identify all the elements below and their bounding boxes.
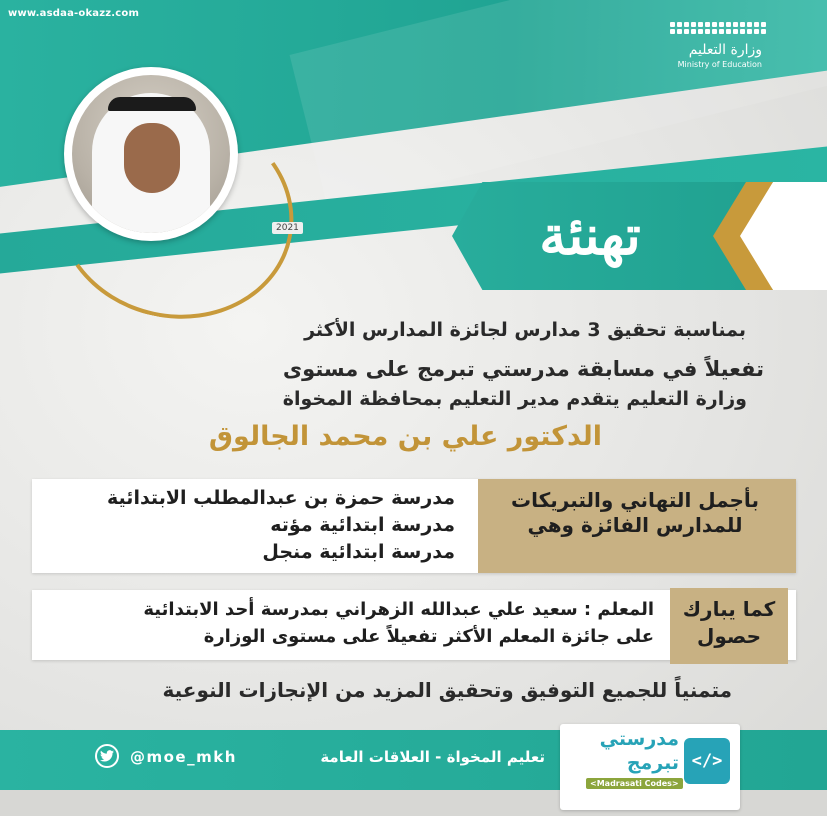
madrasati-logo-en: <Madrasati Codes> <box>586 778 683 789</box>
twitter-handle[interactable]: @moe_mkh <box>130 748 237 766</box>
ministry-name-en: Ministry of Education <box>677 60 762 69</box>
ministry-name-ar: وزارة التعليم <box>688 42 762 58</box>
congrats-title: تهنئة <box>539 203 641 267</box>
schools-tag-text: بأجمل التهاني والتبريكات للمدارس الفائزة وهي <box>511 488 759 537</box>
announcement-line-3: وزارة التعليم يتقدم مدير التعليم بمحافظة المخواة <box>282 388 747 410</box>
school-item: مدرسة حمزة بن عبدالمطلب الابتدائية <box>107 487 455 509</box>
doctor-name: الدكتور علي بن محمد الجالوق <box>208 421 602 452</box>
portrait-year-tag: 2021 <box>272 222 303 234</box>
ministry-logo-dots-icon <box>670 22 778 34</box>
closing-line: متمنياً للجميع التوفيق وتحقيق المزيد من الإنجازات النوعية <box>162 678 732 702</box>
face-shape <box>124 123 180 193</box>
site-url: www.asdaa-okazz.com <box>8 8 140 19</box>
ministry-logo <box>658 22 778 96</box>
teacher-tag-text: كما يبارك حصول <box>682 597 776 648</box>
twitter-icon[interactable] <box>95 744 119 768</box>
footer-department: تعليم المخواة - العلاقات العامة <box>320 748 545 766</box>
portrait-photo <box>72 75 230 233</box>
school-item: مدرسة ابتدائية مؤته <box>270 514 455 536</box>
madrasati-logo-word-2: تبرمج <box>626 752 679 774</box>
madrasati-logo-word-1: مدرستي <box>599 728 679 750</box>
school-item: مدرسة ابتدائية منجل <box>262 541 455 563</box>
teacher-text <box>143 596 654 650</box>
announcement-line-1: بمناسبة تحقيق 3 مدارس لجائزة المدارس الأكثر <box>304 319 746 341</box>
announcement-line-2: تفعيلاً في مسابقة مدرستي تبرمج على مستوى <box>282 357 764 381</box>
code-brackets-icon: </> <box>684 738 730 784</box>
teacher-line-1: المعلم : سعيد علي عبدالله الزهراني بمدرسة أحد الابتدائية <box>143 599 654 620</box>
schools-list <box>107 485 455 566</box>
teacher-line-2: على جائزة المعلم الأكثر تفعيلاً على مستوى الوزارة <box>203 626 654 647</box>
agal-shape <box>108 97 196 111</box>
